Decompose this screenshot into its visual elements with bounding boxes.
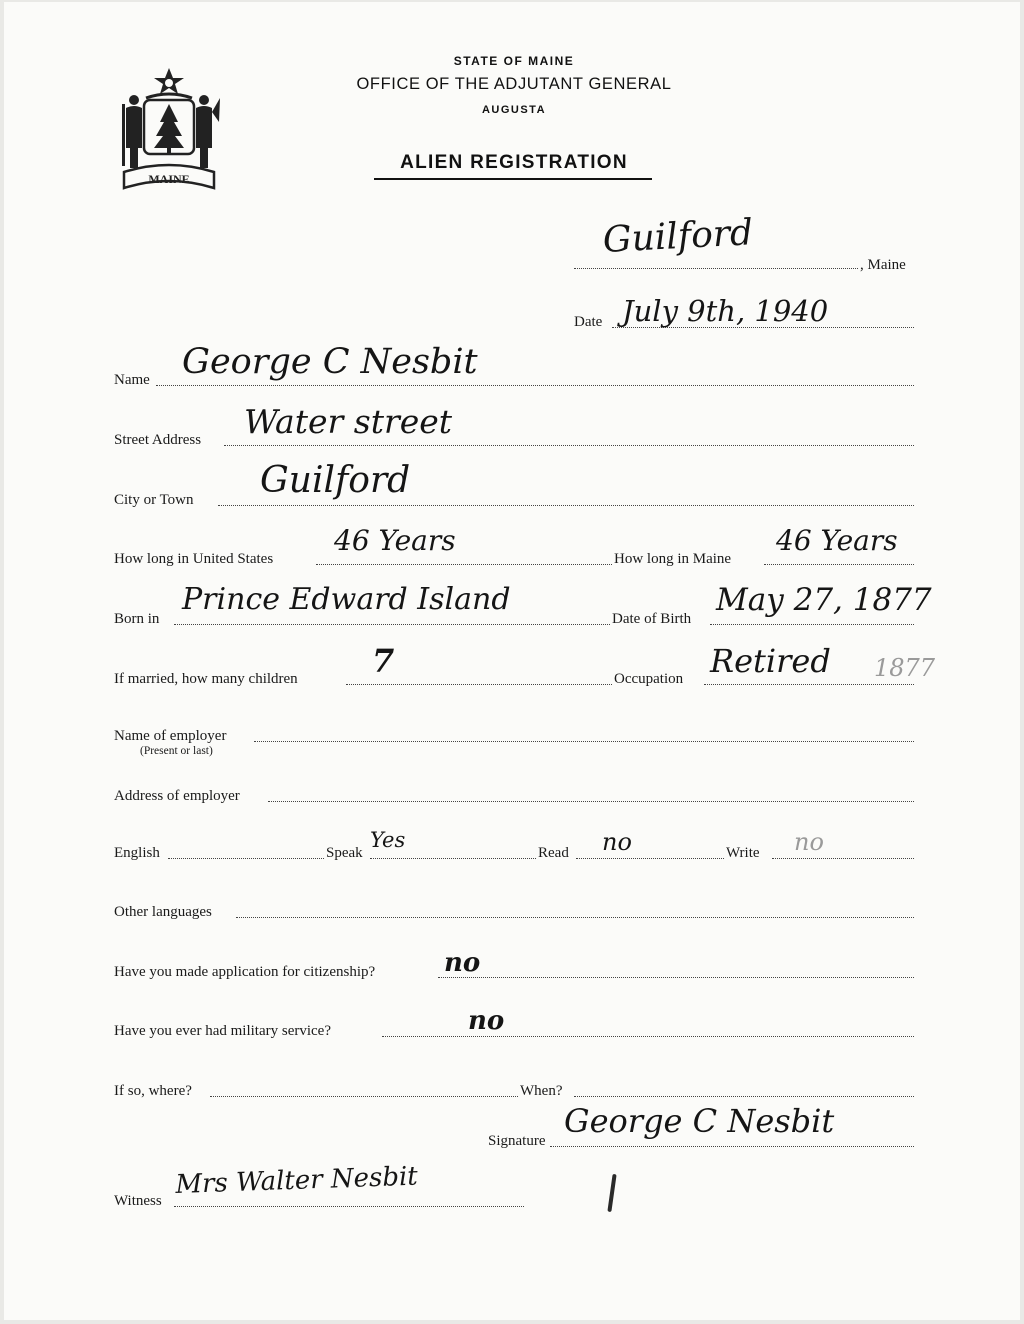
write-label: Write [726,845,760,861]
header-office: OFFICE OF THE ADJUTANT GENERAL [356,75,672,93]
town-line [574,268,858,269]
town-value[interactable]: Guilford [601,212,755,261]
where-line [210,1096,518,1097]
employer-address-label: Address of employer [114,788,240,804]
date-label: Date [574,314,603,330]
write-line [772,858,914,859]
when-line [574,1096,914,1097]
occupation-note: 1877 [874,654,936,682]
city-or-town-value[interactable]: Guilford [260,460,411,501]
header-state: STATE OF MAINE [453,54,575,68]
form-title: ALIEN REGISTRATION [400,152,628,173]
english-line [168,858,324,859]
maine-state-seal-icon [116,64,222,196]
how-long-us-line [316,564,612,565]
occupation-label: Occupation [614,671,684,687]
how-long-maine-line [764,564,914,565]
witness-value[interactable]: Mrs Walter Nesbit [174,1161,419,1200]
read-label: Read [538,845,569,861]
english-label: English [114,845,160,861]
street-address-label: Street Address [114,432,202,448]
speak-line [370,858,536,859]
employer-address-line [268,801,914,802]
city-or-town-label: City or Town [114,492,194,508]
how-long-us-label: How long in United States [114,551,274,567]
other-languages-label: Other languages [114,904,212,920]
children-label: If married, how many children [114,671,298,687]
how-long-us-value[interactable]: 46 Years [334,524,456,557]
citizenship-value[interactable]: no [444,948,481,978]
read-line [576,858,724,859]
citizenship-label: Have you made application for citizenship? [114,964,376,980]
registration-form-page [4,2,1020,1320]
city-or-town-line [218,505,914,506]
speak-value[interactable]: Yes [370,828,406,852]
signature-line [550,1146,914,1147]
maine-label: , Maine [860,257,906,273]
name-value[interactable]: George C Nesbit [182,342,478,382]
pen-mark [607,1174,616,1212]
street-address-line [224,445,914,446]
children-value[interactable]: 7 [372,642,395,680]
signature-value[interactable]: George C Nesbit [564,1102,835,1140]
witness-label: Witness [114,1193,162,1209]
witness-line [174,1206,524,1207]
employer-name-line [254,741,914,742]
occupation-value[interactable]: Retired [710,642,831,680]
employer-name-label: Name of employer [114,728,227,744]
born-in-label: Born in [114,611,160,627]
date-of-birth-line [710,624,914,625]
street-address-value[interactable]: Water street [244,402,453,441]
occupation-line [704,684,914,685]
read-value[interactable]: no [602,828,632,856]
how-long-maine-value[interactable]: 46 Years [776,524,898,557]
military-value[interactable]: no [468,1006,505,1036]
date-of-birth-label: Date of Birth [612,611,692,627]
signature-label: Signature [488,1133,546,1149]
write-value[interactable]: no [794,828,824,856]
where-label: If so, where? [114,1083,192,1099]
header-city: AUGUSTA [481,104,547,116]
name-line [156,385,914,386]
date-of-birth-value[interactable]: May 27, 1877 [716,582,932,618]
citizenship-line [438,977,914,978]
when-label: When? [520,1083,563,1099]
name-label: Name [114,372,150,388]
military-label: Have you ever had military service? [114,1023,331,1039]
born-in-line [174,624,610,625]
military-line [382,1036,914,1037]
children-line [346,684,612,685]
other-languages-line [236,917,914,918]
svg-text:MAINE: MAINE [148,172,190,186]
title-underline [374,178,652,180]
date-value[interactable]: July 9th, 1940 [622,294,829,328]
how-long-maine-label: How long in Maine [614,551,732,567]
employer-name-note: (Present or last) [140,745,213,757]
speak-label: Speak [326,845,363,861]
born-in-value[interactable]: Prince Edward Island [182,582,511,617]
